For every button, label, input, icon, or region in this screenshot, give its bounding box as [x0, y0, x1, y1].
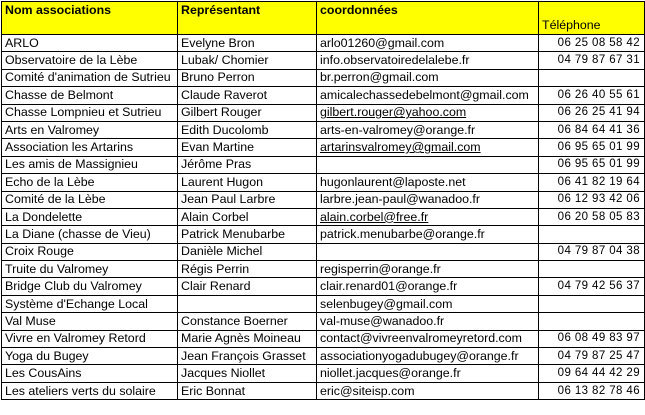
cell-representative: Edith Ducolomb	[178, 121, 317, 138]
cell-association-name: Yoga du Bugey	[2, 348, 178, 365]
cell-association-name: Vivre en Valromey Retord	[2, 330, 178, 347]
cell-phone: 04 79 87 04 38	[539, 243, 645, 260]
cell-contact: eric@siteisp.com	[317, 382, 539, 399]
cell-contact	[317, 156, 539, 173]
cell-representative: Laurent Hugon	[178, 174, 317, 191]
table-row	[2, 121, 645, 138]
cell-contact: associationyogadubugey@orange.fr	[317, 348, 539, 365]
header-name: Nom associations	[2, 2, 178, 35]
cell-representative: Jean Paul Larbre	[178, 191, 317, 208]
cell-representative: Lubak/ Chomier	[178, 52, 317, 69]
table-row	[2, 156, 645, 173]
cell-association-name: Comité d'animation de Sutrieu	[2, 69, 178, 86]
cell-phone	[539, 261, 645, 278]
table-row	[2, 243, 645, 260]
header-phone: Téléphone	[539, 2, 645, 35]
cell-association-name: Comité de la Lèbe	[2, 191, 178, 208]
table-row	[2, 313, 645, 330]
table-row	[2, 208, 645, 225]
cell-association-name: Association les Artarins	[2, 139, 178, 156]
cell-contact: selenbugey@gmail.com	[317, 295, 539, 312]
header-representative: Représentant	[178, 2, 317, 35]
cell-association-name: Bridge Club du Valromey	[2, 278, 178, 295]
cell-association-name: Chasse de Belmont	[2, 87, 178, 104]
cell-representative: Marie Agnès Moineau	[178, 330, 317, 347]
cell-association-name: Système d'Echange Local	[2, 295, 178, 312]
table-body	[2, 35, 645, 400]
table-row	[2, 174, 645, 191]
cell-association-name: Arts en Valromey	[2, 121, 178, 138]
table-row	[2, 365, 645, 382]
cell-contact	[317, 243, 539, 260]
cell-association-name: Les CousAins	[2, 365, 178, 382]
cell-association-name: Croix Rouge	[2, 243, 178, 260]
table-row	[2, 191, 645, 208]
cell-representative: Gilbert Rouger	[178, 104, 317, 121]
cell-representative: Jean François Grasset	[178, 348, 317, 365]
cell-contact: arlo01260@gmail.com	[317, 35, 539, 52]
cell-representative: Bruno Perron	[178, 69, 317, 86]
cell-contact: clair.renard01@orange.fr	[317, 278, 539, 295]
cell-association-name: Chasse Lompnieu et Sutrieu	[2, 104, 178, 121]
cell-phone: 04 79 87 67 31	[539, 52, 645, 69]
cell-contact: hugonlaurent@laposte.net	[317, 174, 539, 191]
cell-representative: Danièle Michel	[178, 243, 317, 260]
cell-phone: 09 64 44 42 29	[539, 365, 645, 382]
table-row	[2, 330, 645, 347]
cell-representative: Patrick Menubarbe	[178, 226, 317, 243]
cell-contact: niollet.jacques@orange.fr	[317, 365, 539, 382]
associations-table	[1, 1, 645, 400]
cell-phone: 06 20 58 05 83	[539, 208, 645, 225]
cell-contact[interactable]: alain.corbel@free.fr	[317, 208, 539, 225]
cell-phone: 06 84 64 41 36	[539, 121, 645, 138]
cell-association-name: Val Muse	[2, 313, 178, 330]
table-row	[2, 52, 645, 69]
table-row	[2, 295, 645, 312]
table-row	[2, 35, 645, 52]
cell-representative	[178, 295, 317, 312]
cell-representative: Evelyne Bron	[178, 35, 317, 52]
cell-phone: 04 79 87 25 47	[539, 348, 645, 365]
cell-representative: Clair Renard	[178, 278, 317, 295]
cell-phone	[539, 313, 645, 330]
header-contact: coordonnées	[317, 2, 539, 35]
table-row	[2, 104, 645, 121]
table-row	[2, 69, 645, 86]
table-row	[2, 278, 645, 295]
cell-association-name: La Diane (chasse de Vieu)	[2, 226, 178, 243]
cell-representative: Constance Boerner	[178, 313, 317, 330]
table-row	[2, 139, 645, 156]
cell-phone: 06 95 65 01 99	[539, 139, 645, 156]
cell-association-name: Les ateliers verts du solaire	[2, 382, 178, 399]
cell-phone: 06 26 25 41 94	[539, 104, 645, 121]
cell-representative: Alain Corbel	[178, 208, 317, 225]
cell-contact: val-muse@wanadoo.fr	[317, 313, 539, 330]
cell-phone: 06 12 93 42 06	[539, 191, 645, 208]
cell-contact: regisperrin@orange.fr	[317, 261, 539, 278]
cell-phone: 04 79 42 56 37	[539, 278, 645, 295]
table-row	[2, 382, 645, 399]
cell-contact: arts-en-valromey@orange.fr	[317, 121, 539, 138]
cell-phone: 06 41 82 19 64	[539, 174, 645, 191]
cell-phone: 06 95 65 01 99	[539, 156, 645, 173]
cell-contact: contact@vivreenvalromeyretord.com	[317, 330, 539, 347]
cell-phone: 06 26 40 55 61	[539, 87, 645, 104]
cell-association-name: Observatoire de la Lèbe	[2, 52, 178, 69]
cell-representative: Evan Martine	[178, 139, 317, 156]
cell-representative: Jérôme Pras	[178, 156, 317, 173]
cell-phone: 06 08 49 83 97	[539, 330, 645, 347]
cell-representative: Eric Bonnat	[178, 382, 317, 399]
cell-representative: Régis Perrin	[178, 261, 317, 278]
cell-contact: amicalechassedebelmont@gmail.com	[317, 87, 539, 104]
cell-phone	[539, 226, 645, 243]
cell-phone	[539, 295, 645, 312]
table-row	[2, 261, 645, 278]
cell-association-name: Truite du Valromey	[2, 261, 178, 278]
cell-contact[interactable]: gilbert.rouger@yahoo.com	[317, 104, 539, 121]
cell-contact: br.perron@gmail.com	[317, 69, 539, 86]
cell-phone	[539, 69, 645, 86]
cell-representative: Jacques Niollet	[178, 365, 317, 382]
cell-association-name: ARLO	[2, 35, 178, 52]
cell-contact: larbre.jean-paul@wanadoo.fr	[317, 191, 539, 208]
table-row	[2, 348, 645, 365]
cell-contact[interactable]: artarinsvalromey@gmail.com	[317, 139, 539, 156]
cell-representative: Claude Raverot	[178, 87, 317, 104]
table-row	[2, 87, 645, 104]
cell-phone: 06 13 82 78 46	[539, 382, 645, 399]
cell-phone: 06 25 08 58 42	[539, 35, 645, 52]
cell-association-name: Les amis de Massignieu	[2, 156, 178, 173]
header-row	[2, 2, 645, 35]
cell-association-name: Echo de la Lèbe	[2, 174, 178, 191]
cell-contact: patrick.menubarbe@orange.fr	[317, 226, 539, 243]
table-row	[2, 226, 645, 243]
cell-contact: info.observatoiredelalebe.fr	[317, 52, 539, 69]
cell-association-name: La Dondelette	[2, 208, 178, 225]
